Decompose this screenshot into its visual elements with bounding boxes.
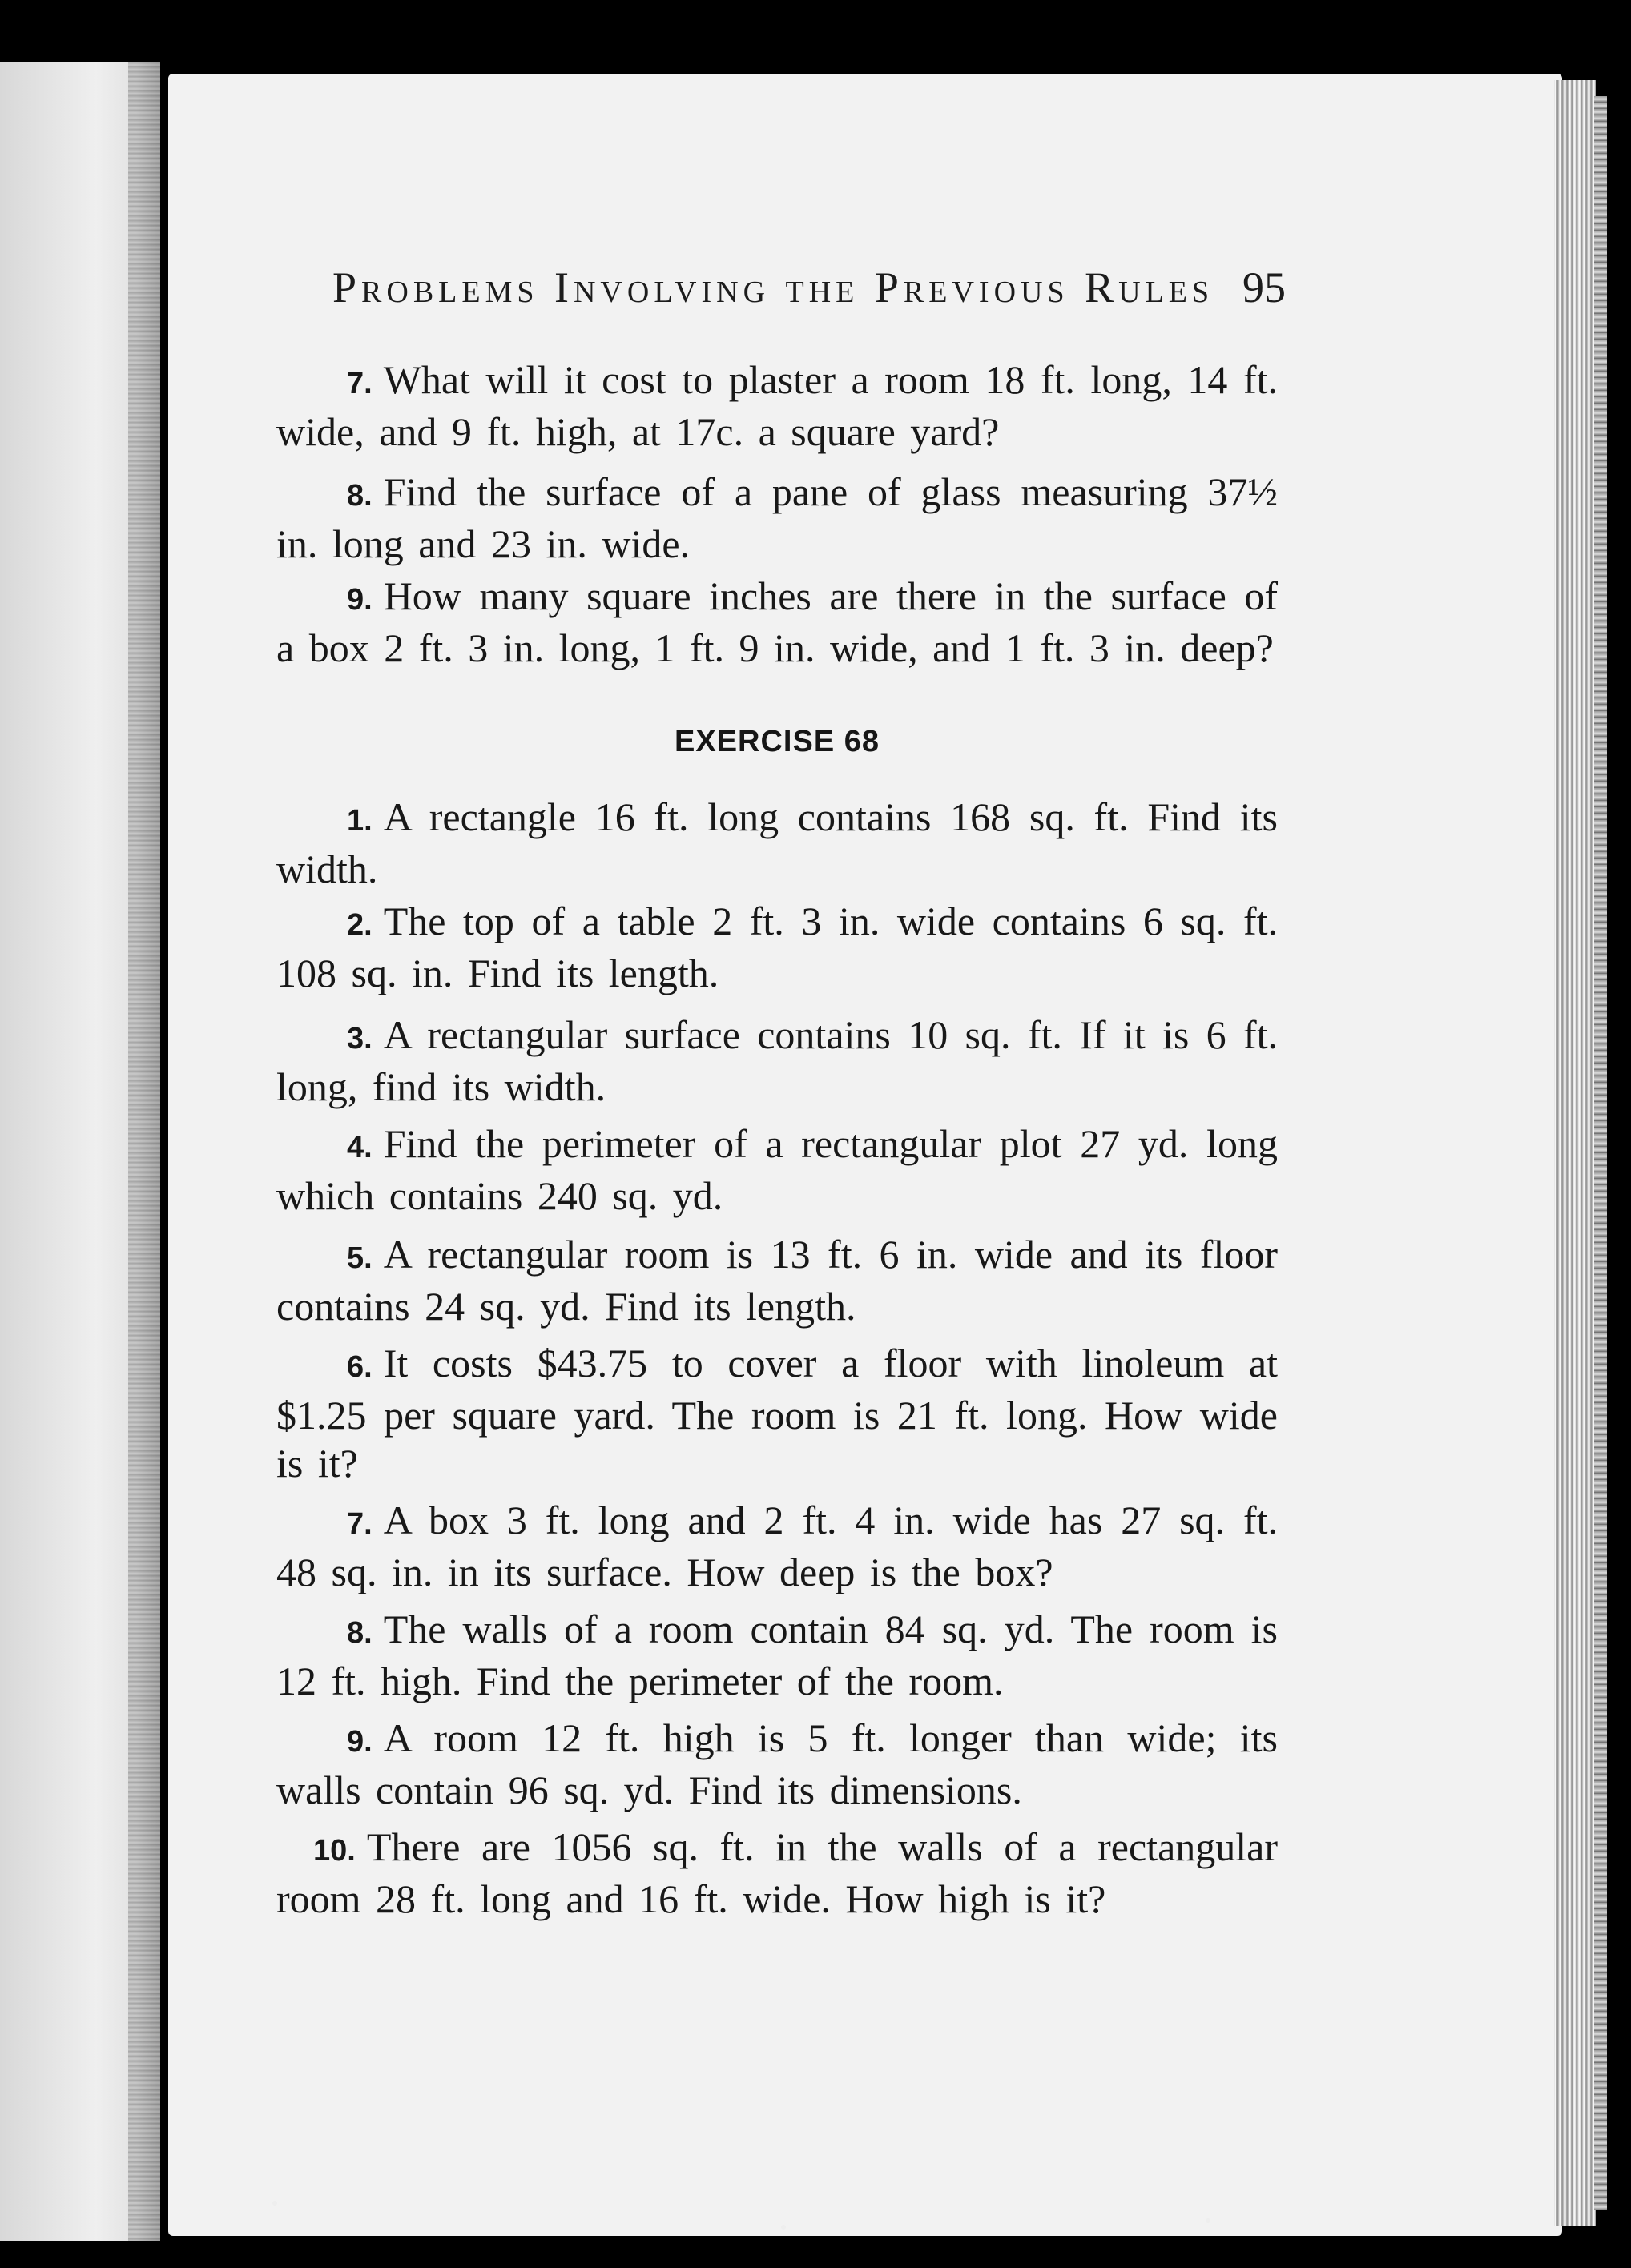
problem-number: 7. [347,367,373,400]
exercise-problem [276,1230,1278,1330]
problem-number: 4. [347,1131,373,1164]
problem-item [276,572,1278,672]
page-number: 95 [1242,263,1286,312]
problem-number: 5. [347,1241,373,1275]
exercise-problem [276,1605,1278,1705]
problem-number: 10. [313,1834,356,1868]
problem-text: A rectangle 16 ft. long contains 168 sq. ft. Find its width. [276,794,1278,891]
problem-text: There are 1056 sq. ft. in the walls of a rectangular room 28 ft. long and 16 ft. wide. How high is it? [276,1824,1278,1921]
problem-item [276,468,1278,568]
exercise-problem [276,1714,1278,1814]
problem-text: Find the perimeter of a rectangular plot 27 yd. long which contains 240 sq. yd. [276,1121,1278,1218]
scan-speck [272,2201,277,2206]
problem-number: 3. [347,1022,373,1056]
problem-item [276,356,1278,456]
exercise-problem [276,793,1278,893]
exercise-problem [276,1823,1278,1923]
exercise-problem [276,1496,1278,1596]
problem-number: 9. [347,583,373,617]
book-gutter [128,62,160,2241]
problem-number: 8. [347,1616,373,1650]
problem-number: 8. [347,479,373,513]
problem-text: The top of a table 2 ft. 3 in. wide contains 6 sq. ft. 108 sq. in. Find its length. [276,899,1278,995]
scan-speck [1206,2218,1210,2223]
problem-text: The walls of a room contain 84 sq. yd. The room is 12 ft. high. Find the perimeter of the room. [276,1606,1278,1703]
problem-text: A rectangular surface contains 10 sq. ft. If it is 6 ft. long, find its width. [276,1012,1278,1109]
problem-text: A room 12 ft. high is 5 ft. longer than wide; its walls contain 96 sq. yd. Find its dimensions. [276,1715,1278,1812]
problem-text: A box 3 ft. long and 2 ft. 4 in. wide has 27 sq. ft. 48 sq. in. in its surface. How deep is the box? [276,1498,1278,1594]
problem-number: 2. [347,908,373,942]
problem-text: What will it cost to plaster a room 18 ft. long, 14 ft. wide, and 9 ft. high, at 17c. a square yard? [276,357,1278,454]
scan-speck [781,2225,786,2230]
book-cover-edge [1594,96,1607,2210]
exercise-problem [276,1120,1278,1220]
running-header [332,263,1286,327]
problem-number: 9. [347,1725,373,1759]
exercise-problem [276,1339,1278,1487]
problem-number: 6. [347,1350,373,1384]
running-head-title: Problems Involving the Previous Rules [332,263,1214,312]
exercise-problem [276,897,1278,997]
problem-number: 1. [347,804,373,838]
exercise-heading: EXERCISE 68 [675,725,880,758]
problem-text: A rectangular room is 13 ft. 6 in. wide and its floor contains 24 sq. yd. Find its length. [276,1232,1278,1329]
problem-text: How many square inches are there in the surface of a box 2 ft. 3 in. long, 1 ft. 9 in. wide, and 1 ft. 3 in. deep? [276,573,1278,670]
page-stack-edge [1554,80,1596,2226]
exercise-problem [276,1011,1278,1111]
problem-text: It costs $43.75 to cover a floor with linoleum at $1.25 per square yard. The room is 21 ft. long. How wide is it? [276,1341,1278,1486]
problem-text: Find the surface of a pane of glass measuring 37½ in. long and 23 in. wide. [276,469,1278,566]
problem-number: 7. [347,1507,373,1541]
